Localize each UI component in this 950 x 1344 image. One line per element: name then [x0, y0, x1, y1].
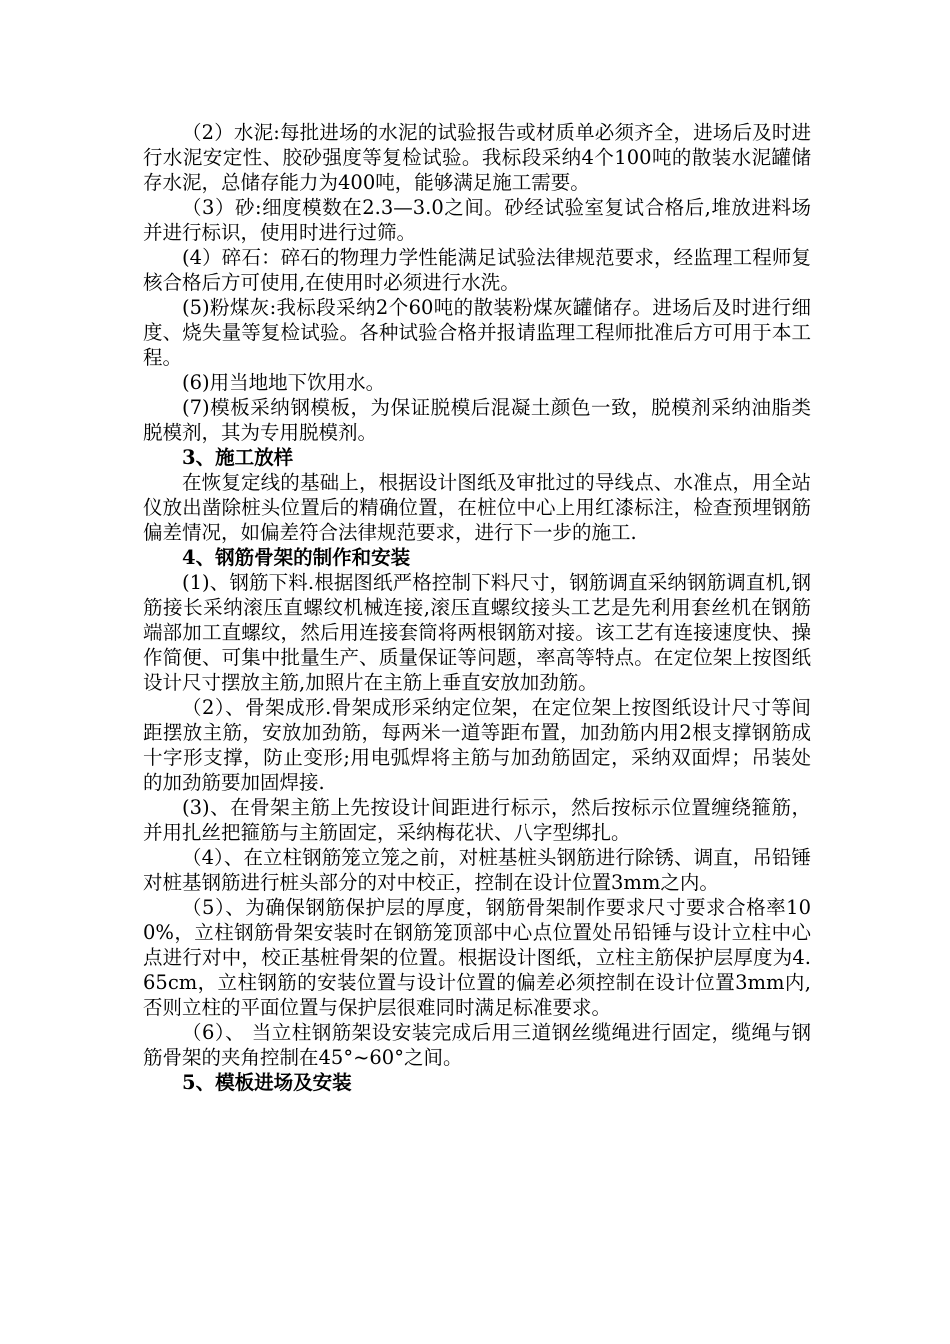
paragraph-cement: （2）水泥:每批进场的水泥的试验报告或材质单必须齐全，进场后及时进行水泥安定性、胶砂强度等复检试验。我标段采纳4个100吨的散装水泥罐储存水泥，总储存能力为400吨，能够满足施工需要。 — [143, 121, 811, 194]
paragraph-formwork: (7)模板采纳钢模板，为保证脱模后混凝土颜色一致，脱模剂采纳油脂类脱模剂，其为专用脱模剂。 — [143, 396, 811, 444]
paragraph-guy-cables: （6）、 当立柱钢筋架设安装完成后用三道钢丝缆绳进行固定，缆绳与钢筋骨架的夹角控制在45°~60°之间。 — [143, 1021, 811, 1069]
paragraph-rebar-cutting: (1)、钢筋下料.根据图纸严格控制下料尺寸，钢筋调直采纳钢筋调直机,钢筋接长采纳滚压直螺纹机械连接,滚压直螺纹接头工艺是先利用套丝机在钢筋端部加工直螺纹，然后用连接套筒将两根钢筋对接。该工艺有连接速度快、操作简便、可集中批量生产、质量保证等问题，率高等特点。在定位架上按图纸设计尺寸摆放主筋,加照片在主筋上垂直安放加劲筋。 — [143, 571, 811, 694]
paragraph-cage-forming: （2）、骨架成形.骨架成形采纳定位架，在定位架上按图纸设计尺寸等间距摆放主筋，安放加劲筋，每两米一道等距布置，加劲筋内用2根支撑钢筋成十字形支撑，防止变形;用电弧焊将主筋与加劲筋固定，采纳双面焊；吊装处的加劲筋要加固焊接. — [143, 696, 811, 794]
section-heading-formwork-install: 5、模板进场及安装 — [182, 1071, 352, 1094]
document-page — [143, 120, 811, 1095]
paragraph-fly-ash: (5)粉煤灰:我标段采纳2个60吨的散装粉煤灰罐储存。进场后及时进行细度、烧失量等复检试验。各种试验合格并报请监理工程师批准后方可用于本工程。 — [143, 296, 811, 369]
paragraph-gravel: (4）碎石：碎石的物理力学性能满足试验法律规范要求，经监理工程师复核合格后方可使用,在使用时必须进行水洗。 — [143, 246, 811, 294]
paragraph-surveying: 在恢复定线的基础上，根据设计图纸及审批过的导线点、水准点，用全站仪放出凿除桩头位置后的精确位置，在桩位中心上用红漆标注，检查预埋钢筋偏差情况，如偏差符合法律规范要求，进行下一步的施工. — [143, 471, 811, 544]
paragraph-water: (6)用当地地下饮用水。 — [182, 371, 386, 394]
paragraph-cover-thickness: （5）、为确保钢筋保护层的厚度，钢筋骨架制作要求尺寸要求合格率100%，立柱钢筋骨架安装时在钢筋笼顶部中心点位置处吊铅锤与设计立柱中心点进行对中，校正基桩骨架的位置。根据设计图纸，立柱主筋保护层厚度为4.65cm，立柱钢筋的安装位置与设计位置的偏差必须控制在设计位置3mm内,否则立柱的平面位置与保护层很难同时满足标准要求。 — [143, 896, 811, 1019]
section-heading-rebar-cage: 4、钢筋骨架的制作和安装 — [182, 546, 411, 569]
paragraph-pile-head-alignment: （4）、在立柱钢筋笼立笼之前，对桩基桩头钢筋进行除锈、调直，吊铅锤对桩基钢筋进行桩头部分的对中校正，控制在设计位置3mm之内。 — [143, 846, 811, 894]
paragraph-stirrup-binding: (3)、在骨架主筋上先按设计间距进行标示，然后按标示位置缠绕箍筋，并用扎丝把箍筋与主筋固定，采纳梅花状、八字型绑扎。 — [143, 796, 811, 844]
paragraph-sand: （3）砂:细度模数在2.3—3.0之间。砂经试验室复试合格后,堆放进料场并进行标识，使用时进行过筛。 — [143, 196, 811, 244]
section-heading-surveying: 3、施工放样 — [182, 446, 294, 469]
